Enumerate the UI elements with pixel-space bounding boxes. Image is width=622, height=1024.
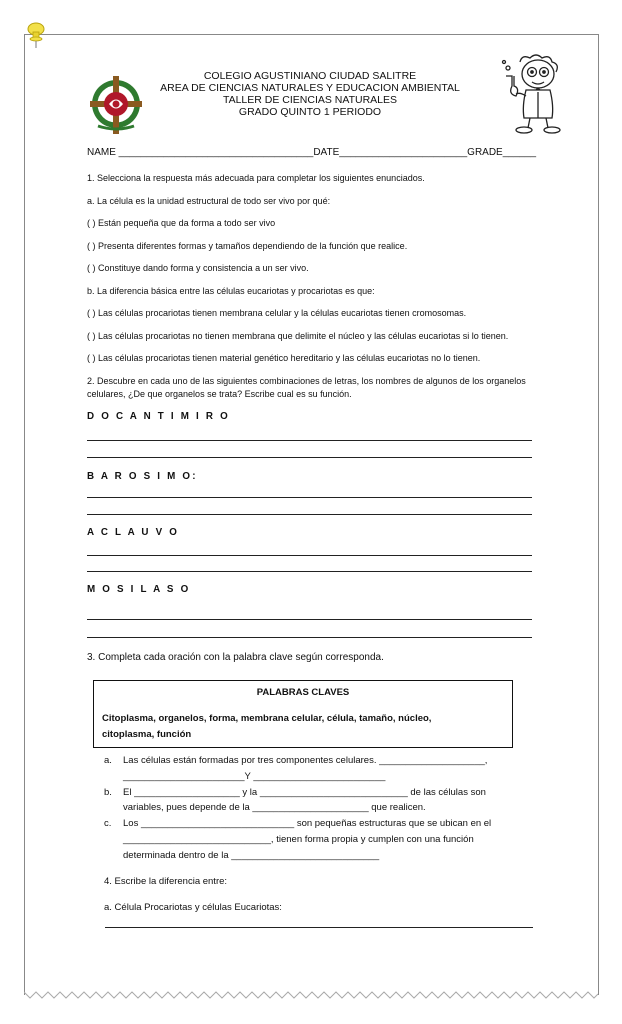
answer-line[interactable] — [87, 440, 532, 441]
school-name: COLEGIO AGUSTINIANO CIUDAD SALITRE — [203, 70, 417, 82]
q1-b-stem: b. La diferencia básica entre las células eucariotas y procariotas es que: — [87, 286, 375, 296]
answer-line[interactable] — [87, 497, 532, 498]
answer-line[interactable] — [87, 637, 532, 638]
q2-word-4: M O S I L A S O — [87, 584, 191, 595]
answer-line[interactable] — [87, 571, 532, 572]
keywords-title: PALABRAS CLAVES — [256, 687, 350, 698]
grade-period: GRADO QUINTO 1 PERIODO — [238, 106, 382, 118]
answer-line[interactable] — [87, 457, 532, 458]
answer-line[interactable] — [87, 619, 532, 620]
q1-a-stem: a. La célula es la unidad estructural de todo ser vivo por qué: — [87, 196, 331, 206]
q1-b-option-1[interactable]: ( ) Las células procariotas tienen membrana celular y la células eucariotas tienen cromosomas. — [87, 308, 467, 318]
q3-item-b-line-2[interactable]: variables, pues depende de la ______________________ que realicen. — [123, 802, 426, 813]
q2-word-2: B A R O S I M O: — [87, 471, 198, 482]
q3-item-a-line-1[interactable]: Las células están formadas por tres componentes celulares. ____________________, — [123, 755, 488, 766]
q3-item-b-marker: b. — [104, 787, 112, 798]
push-pin-icon — [26, 22, 46, 48]
document-header — [150, 70, 470, 118]
q3-item-c-line-3[interactable]: determinada dentro de la ____________________________ — [123, 850, 380, 861]
q2-prompt-line-1: 2. Descubre en cada uno de las siguientes combinaciones de letras, los nombres de algunos de los organelos — [87, 376, 526, 386]
q3-item-a-line-2[interactable]: _______________________Y _________________________ — [123, 771, 386, 782]
q3-item-c-line-2[interactable]: ____________________________, tienen forma propia y cumplen con una función — [123, 834, 474, 845]
q1-a-option-3[interactable]: ( ) Constituye dando forma y consistencia a un ser vivo. — [87, 263, 309, 273]
q3-item-a-marker: a. — [104, 755, 112, 766]
answer-line[interactable] — [105, 927, 533, 928]
answer-line[interactable] — [87, 555, 532, 556]
q1-a-option-2[interactable]: ( ) Presenta diferentes formas y tamaños dependiendo de la función que realice. — [87, 241, 408, 251]
workshop-title: TALLER DE CIENCIAS NATURALES — [222, 94, 398, 106]
school-crest-logo — [88, 74, 144, 136]
name-date-grade-line[interactable]: NAME ___________________________________DATE_______________________GRADE______ — [87, 147, 537, 158]
q2-word-1: D O C A N T I M I R O — [87, 411, 230, 422]
area-name: AREA DE CIENCIAS NATURALES Y EDUCACION AMBIENTAL — [160, 82, 460, 94]
keywords-list — [102, 711, 502, 743]
keywords-box — [93, 680, 513, 748]
keywords-line-2: citoplasma, función — [102, 729, 192, 740]
q3-item-c-marker: c. — [104, 818, 112, 829]
q1-prompt: 1. Selecciona la respuesta más adecuada para completar los siguientes enunciados. — [87, 173, 425, 183]
q1-a-option-1[interactable]: ( ) Están pequeña que da forma a todo ser vivo — [87, 218, 276, 228]
torn-bottom-edge — [24, 990, 598, 1000]
q3-item-b-line-1[interactable]: El ____________________ y la ____________________________ de las células son — [123, 787, 486, 798]
q2-prompt-line-2: celulares, ¿De que organelos se trata? Escribe cual es su función. — [87, 389, 352, 399]
q2-word-3: A C L A U V O — [87, 527, 180, 538]
keywords-line-1: Citoplasma, organelos, forma, membrana celular, célula, tamaño, núcleo, — [102, 713, 432, 724]
q1-b-option-3[interactable]: ( ) Las células procariotas tienen material genético hereditario y las células eucariotas no lo tienen. — [87, 353, 481, 363]
answer-line[interactable] — [87, 514, 532, 515]
q4-a-stem: a. Célula Procariotas y células Eucariotas: — [104, 902, 282, 913]
scientist-cartoon — [498, 52, 570, 136]
q3-prompt: 3. Completa cada oración con la palabra clave según corresponda. — [87, 652, 384, 663]
q1-b-option-2[interactable]: ( ) Las células procariotas no tienen membrana que delimite el núcleo y las células eucariotas si lo tienen. — [87, 331, 509, 341]
q3-item-c-line-1[interactable]: Los _____________________________ son pequeñas estructuras que se ubican en el — [123, 818, 492, 829]
q4-prompt: 4. Escribe la diferencia entre: — [104, 876, 228, 887]
